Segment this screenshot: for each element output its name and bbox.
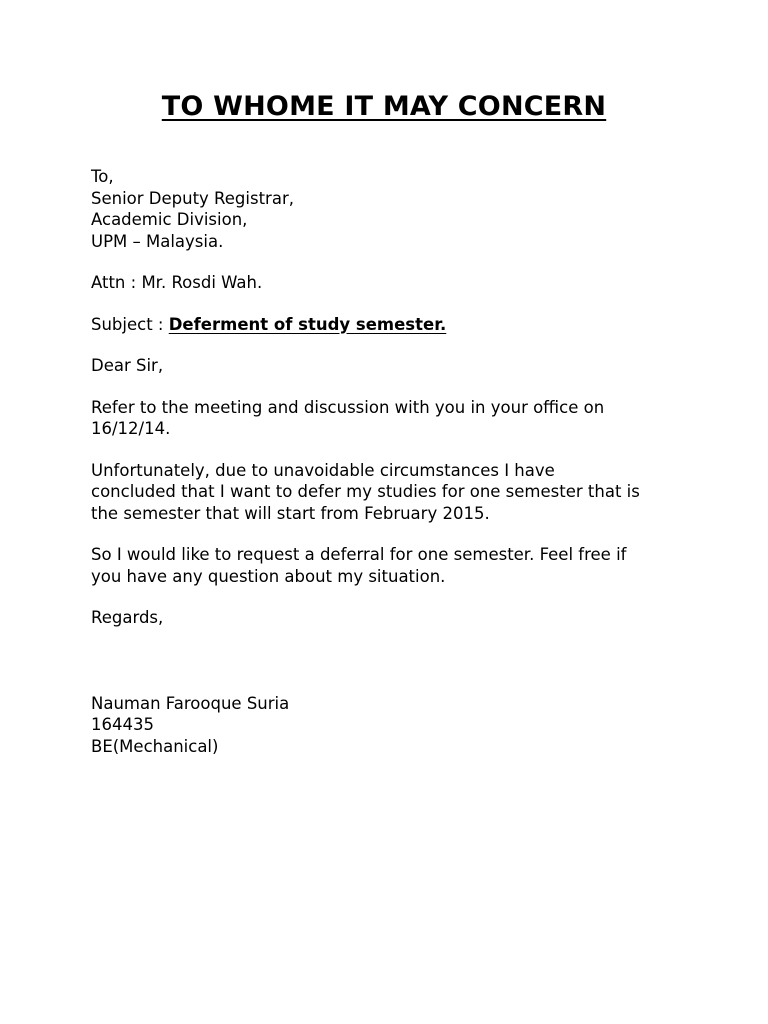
- spacer: [91, 629, 691, 693]
- subject-label: Subject :: [91, 314, 169, 334]
- paragraph-line: concluded that I want to defer my studies for one semester that is: [91, 482, 640, 501]
- paragraph-line: you have any question about my situation.: [91, 566, 446, 586]
- spacer: [91, 252, 691, 272]
- spacer: [91, 587, 691, 607]
- letter-body: [91, 166, 691, 757]
- recipient-block: [91, 166, 691, 252]
- signature-block: [91, 693, 691, 758]
- recipient-to: To,: [91, 167, 114, 186]
- paragraph-line: Unfortunately, due to unavoidable circumstances I have: [91, 460, 555, 480]
- paragraph-line: So I would like to request a deferral for one semester. Feel free if: [91, 545, 627, 564]
- spacer: [91, 335, 691, 355]
- paragraph: [91, 460, 691, 525]
- paragraph: [91, 544, 691, 587]
- signature-id: 164435: [91, 715, 154, 734]
- paragraph-line: the semester that will start from February 2015.: [91, 503, 490, 523]
- recipient-line: Senior Deputy Registrar,: [91, 188, 294, 208]
- spacer: [91, 524, 691, 544]
- spacer: [91, 294, 691, 314]
- spacer: [91, 377, 691, 397]
- salutation: Dear Sir,: [91, 356, 164, 375]
- subject-line: [91, 314, 691, 336]
- recipient-line: UPM – Malaysia.: [91, 231, 224, 251]
- closing: Regards,: [91, 608, 164, 627]
- paragraph: [91, 397, 691, 440]
- signature-program: BE(Mechanical): [91, 736, 219, 756]
- paragraph-line: 16/12/14.: [91, 419, 171, 438]
- attention-line: Attn : Mr. Rosdi Wah.: [91, 273, 263, 292]
- recipient-line: Academic Division,: [91, 210, 248, 229]
- spacer: [91, 440, 691, 460]
- paragraph-line: Refer to the meeting and discussion with you in your office on: [91, 397, 605, 417]
- signature-name: Nauman Farooque Suria: [91, 693, 290, 713]
- page-title: TO WHOME IT MAY CONCERN: [161, 91, 607, 122]
- subject-text: Deferment of study semester.: [168, 314, 447, 334]
